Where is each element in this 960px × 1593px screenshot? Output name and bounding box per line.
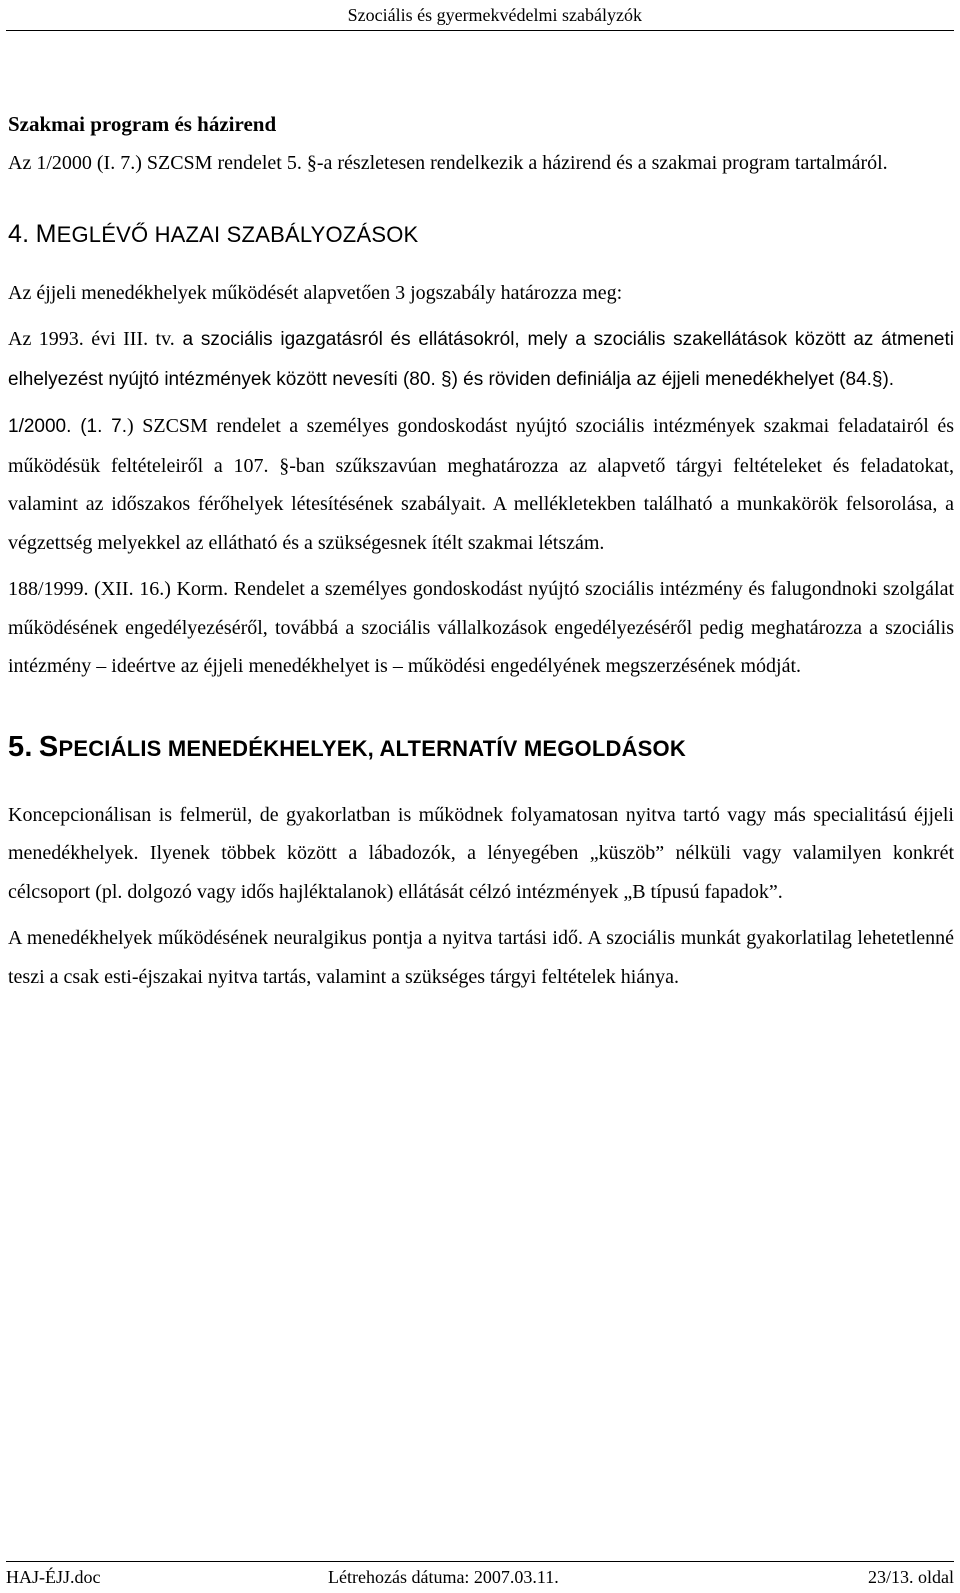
section-5-initial: S bbox=[38, 730, 59, 763]
decree-2000-ref: 1/2000. (1. 7. bbox=[8, 416, 128, 437]
section-4-number: 4. bbox=[8, 219, 30, 248]
section-5-heading bbox=[8, 732, 954, 764]
section-4-heading bbox=[8, 219, 954, 250]
header-title: Szociális és gyermekvédelmi szabályzók bbox=[347, 5, 642, 25]
paragraph-intro: Az éjjeli menedékhelyek működését alapvetően 3 jogszabály határozza meg: bbox=[8, 281, 623, 304]
footer-filename: HAJ-ÉJJ.doc bbox=[6, 1567, 101, 1587]
section-5-title: PECIÁLIS MENEDÉKHELYEK, ALTERNATÍV MEGOLDÁSOK bbox=[58, 735, 686, 761]
section-4-initial: M bbox=[35, 219, 57, 248]
footer-created-date: Létrehozás dátuma: 2007.03.11. bbox=[328, 1567, 559, 1587]
paragraph-special-shelters: Koncepcionálisan is felmerül, de gyakorlatban is működnek folyamatosan nyitva tartó vagy más specialitású éjjeli menedékhelyek. Ilyenek többek között a lábadozók, a lényegében „küszöb” nélküli vagy valamilyen konkrét célcsoport (pl. dolgozó vagy idős hajléktalanok) ellátását célzó intézmények „B típusú fapadok”. bbox=[8, 803, 954, 903]
law-1993-text: a szociális igazgatásról és ellátásokról, mely a szociális szakellátások között az átmeneti elhelyezést nyújtó intézmények között nevesíti (80. §) és röviden definiálja az éjjeli menedékhelyet (84.§). bbox=[8, 329, 954, 390]
paragraph-opening-hours: A menedékhelyek működésének neuralgikus pontja a nyitva tartási idő. A szociális munkát gyakorlatilag lehetetlenné teszi a csak esti-éjszakai nyitva tartás, valamint a szükséges tárgyi feltételek hiánya. bbox=[8, 927, 954, 988]
decree-2000-text: ) SZCSM rendelet a személyes gondoskodást nyújtó szociális intézmények szakmai feladatairól és működésük feltételeiről a 107. §-ban szűkszavúan meghatározza az alapvető tárgyi feltételeket és feladatokat, valamint az időszakos férőhelyek létesítésének szabályait. A mellékletekben található a munkakörök felsorolása, a végzettség melyekkel az ellátható és a szükségesnek ítélt szakmai létszám. bbox=[8, 415, 954, 554]
section-5-number: 5. bbox=[8, 730, 33, 763]
paragraph-decree-2000 bbox=[8, 407, 954, 562]
law-1993-ref: Az 1993. évi III. tv. bbox=[8, 328, 175, 350]
header-rule bbox=[6, 30, 954, 31]
paragraph-decree-1999: 188/1999. (XII. 16.) Korm. Rendelet a személyes gondoskodást nyújtó szociális intézmény és falugondnoki szolgálat működésének engedélyezéséről, továbbá a szociális vállalkozások engedélyezéséről pedig meghatározza a szociális intézmény – ideértve az éjjeli menedékhelyet is – működési engedélyének megszerzésének módját. bbox=[8, 578, 954, 677]
section-4-title: EGLÉVŐ HAZAI SZABÁLYOZÁSOK bbox=[56, 221, 419, 247]
paragraph-law-1993 bbox=[8, 320, 954, 399]
footer-page-number: 23/13. oldal bbox=[868, 1567, 954, 1587]
subheading-program: Szakmai program és házirend bbox=[8, 112, 277, 136]
document-body bbox=[8, 110, 954, 996]
paragraph-program: Az 1/2000 (I. 7.) SZCSM rendelet 5. §-a részletesen rendelkezik a házirend és a szakmai program tartalmáról. bbox=[8, 152, 888, 174]
footer-rule bbox=[6, 1561, 954, 1562]
